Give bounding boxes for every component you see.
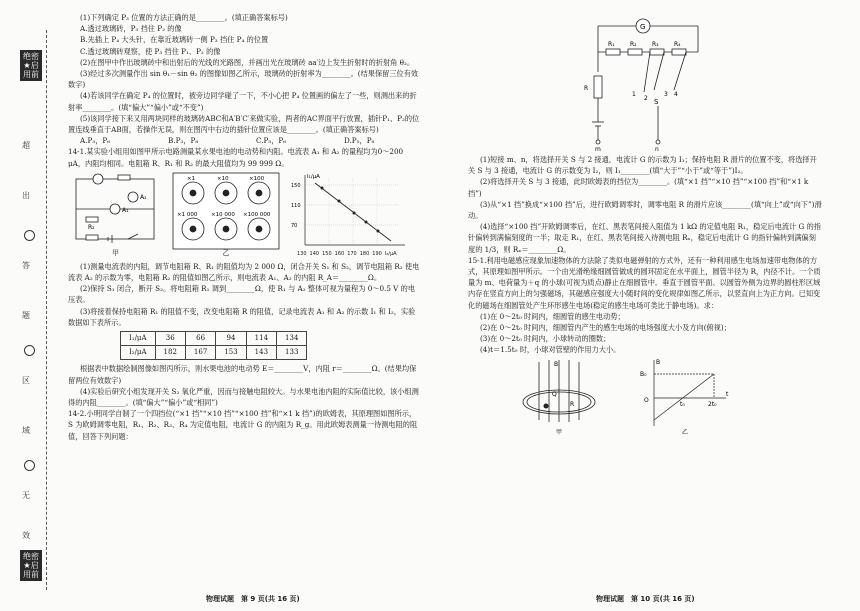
left-column	[68, 12, 420, 442]
ohmmeter-circuit	[468, 12, 823, 152]
table-cell: 66	[185, 332, 215, 346]
graph-xtick: 190	[372, 250, 382, 257]
table-row	[121, 332, 307, 346]
label-b: B	[554, 360, 559, 368]
graph-figure	[289, 171, 409, 259]
label-pos-4: 4	[674, 91, 678, 98]
part-1: (1)测量电流表的内阻，调节电阻箱 R、R₁ 的阻值均为 2 000 Ω，闭合开关 S₁ 和 S₂，调节电阻箱 R₂ 使电流表 A₂ 的示数为零，电阻箱 R₂ 的阻值如图乙所示，则电流表 A₁、A₂ 的内阻 R_A＝________Ω。	[68, 261, 420, 283]
binding-label-2: 出	[22, 191, 30, 200]
label-r1: R₁	[608, 41, 615, 48]
graph-ylabel: I₁/μA	[307, 173, 320, 180]
binding-label-8: 效	[22, 531, 30, 540]
dial-label-x100000: ×100 000	[243, 211, 271, 218]
dial-label-x10000: ×10 000	[211, 211, 235, 218]
induction-figures	[504, 356, 823, 436]
graph-xtick: 150	[322, 250, 332, 257]
binding-hole	[24, 460, 35, 471]
ohmmeter-diagram	[468, 12, 823, 152]
graph-label-b0: B₀	[640, 370, 647, 378]
question-4: (4)若该同学在确定 P₄ 的位置时，被旁边同学碰了一下，不小心把 P₄ 位置画的偏左了一些，则测出来的折射率________。(填“偏大”“偏小”或“不变”)	[68, 91, 417, 112]
b-t-graph	[634, 356, 734, 436]
label-pos-3: 3	[664, 91, 668, 98]
secret-stamp-top: 绝密★启用前	[20, 50, 42, 81]
graph-label-t: t	[726, 390, 729, 398]
q15-sub-3: (3)在 0～2t₀ 时间内，小球转动的圈数；	[480, 334, 611, 344]
question-2: (2)在图甲中作出玻璃砖中和出射后的光线的光路图，并画出光在玻璃砖 aa′边上发生折射时的折射角 θ₂。	[80, 57, 415, 67]
dial-label-x1000: ×1 000	[177, 211, 198, 218]
binding-hole	[24, 345, 35, 356]
ring-figure	[504, 356, 614, 436]
table-head: I₁/μA	[121, 332, 156, 346]
q15-sub-4: (4)t＝1.5t₀ 时，小球对管壁的作用力大小。	[480, 345, 621, 355]
table-cell: 167	[185, 346, 215, 360]
graph-xtick: 130	[297, 250, 307, 257]
graph-xtick: 140	[309, 250, 320, 257]
svg-text:A₁: A₁	[122, 206, 129, 214]
dial-label-x10: ×10	[217, 175, 229, 182]
question-1: (1)下列确定 P₃ 位置的方法正确的是________。(填正确答案标号)	[80, 13, 288, 22]
part-3: (3)将接着保持电阻箱 R₁ 的阻值不变，改变电阻箱 R 的阻值，记录电流表 A₁ 和 A₂ 的示数 I₁ 和 I₂，实验数据如下表所示。	[68, 306, 416, 327]
question-14-1: 14-1.某实验小组用如图甲所示电路测量某水果电池的电动势和内阻。电流表 A₁ 和 A₂ 的量程均为0～200 μA，内阻均相同。电阻箱 R、R₁ 和 R₂ 的最大阻值均为 99 999 Ω。	[68, 147, 404, 168]
binding-label-3: 答	[22, 261, 30, 270]
q15-sub-1: (1)在 0～2t₀ 时间内，细圆管的感生电动势；	[480, 311, 625, 321]
binding-margin	[18, 30, 47, 590]
label-pos-1: 1	[632, 91, 636, 98]
question-3: (3)经过多次测量作出 sin θ₁－sin θ₂ 的图像如图乙所示，玻璃砖的折射率为________。(结果保留三位有效数字)	[68, 69, 419, 90]
q15-sub-2: (2)在 0～2t₀ 时间内，细圆管内产生的感生电场的电场强度大小及方向(俯视)；	[480, 323, 731, 333]
graph-ytick: 150	[291, 182, 301, 189]
binding-label-7: 无	[22, 491, 30, 500]
graph-label-2t0: 2t₀	[708, 400, 717, 408]
table-cell: 143	[246, 346, 276, 360]
resistance-box-figure	[171, 171, 281, 259]
figure-row	[68, 171, 420, 259]
question-5: (5)该同学接下来又用两块同样的玻璃砖ABC和A′B′C′来做实验，两者的AC界面平行放置，插针P₁、P₂的位置连线垂直于AB面，若操作无误，则在图丙中右边的插针位置应该是________。(填正确答案标号)	[68, 113, 420, 135]
table-cell: 94	[216, 332, 246, 346]
dial-label-x1: ×1	[187, 175, 196, 182]
part-3-result: 根据表中数据绘制图像如图丙所示，则水果电池的电动势 E＝________V，内阻 r＝________Ω。(结果均保留两位有效数字)	[68, 364, 417, 385]
figure-label-yi: 乙	[222, 248, 230, 257]
graph-ytick: 110	[291, 202, 301, 209]
graph-label-origin: O	[644, 396, 649, 404]
binding-hole	[24, 230, 35, 241]
binding-label-5: 区	[22, 376, 30, 385]
right-part-3: (3)从“×1 挡”换成“×100 挡”后，进行欧姆调零时，调零电阻 R 的滑片应该________(填“向上”或“向下”)滑动。	[468, 199, 822, 221]
i1-i2-graph	[289, 171, 409, 251]
dial-label-x100: ×100	[249, 175, 265, 182]
question-15-1: 15-1.利用电磁感应现象加速物体的方法除了类似电磁弹射的方式外，还有一种利用感生电场加速带电物体的方式，其原理如图甲所示。一个由光滑绝缘细圆管做成的圆环固定在水平面上，圆管半径为 R，内径不计。一个质量为 m、电荷量为＋q 的小球(可视为质点)静止在细圆管中。垂直于圆管平面、以圆管外侧为边界的圆柱形区域内存在竖直方向上的匀强磁场，其磁感应强度大小随时间的变化规律如图乙所示，以竖直向上为正方向。已知变化的磁场在细圆管处产生环形感生电场(稳定的感生电场可类比于静电场)。求：	[468, 255, 821, 310]
part-4: (4)实验后研究小组发现开关 S₂ 氧化严重，因而与接触电阻较大。与水果电池内阻的实际值比较，该小组测得的内阻________。(填“偏大”“偏小”或“相同”)	[68, 386, 419, 408]
figure-label-jia-right: 甲	[556, 428, 563, 436]
label-q: Q	[552, 390, 557, 398]
right-part-1: (1)短接 m、n，将选择开关 S 与 2 接通，电流计 G 的示数为 I₁；保持电阻 R 滑片的位置不变，将选择开关 S 与 3 接通，电流计 G 的示数变为 I₂，则 I₁________(填“大于”“小于”或“等于”)I₂。	[468, 155, 817, 176]
graph-xtick: 170	[347, 250, 357, 257]
q5-option-c: C.P₅，P₆	[256, 136, 287, 146]
part-2: (2)保持 S₁ 闭合，断开 S₂。将电阻箱 R₁ 调到________Ω，使 R₁ 与 A₂ 整体可视为量程为 0～0.5 V 的电压表。	[68, 284, 416, 305]
graph-xlabel: I₂/μA	[384, 250, 397, 257]
table-head: I₂/μA	[121, 346, 156, 360]
secret-stamp-bottom: 绝密★启用前	[20, 550, 42, 581]
resistance-box-dials	[171, 171, 281, 251]
table-cell: 134	[277, 332, 307, 346]
label-g: G	[640, 23, 646, 31]
graph-xtick: 180	[359, 250, 370, 257]
label-n: n	[655, 146, 659, 152]
option-a: A.透过玻璃砖，P₃ 挡住 P₂ 的像	[80, 24, 182, 34]
right-column	[468, 12, 823, 436]
label-r4: R₄	[674, 41, 681, 48]
page-number-right: 物理试题 第 10 页(共 16 页)	[596, 595, 695, 603]
option-b: B.先插上 P₄ 大头针，在靠近玻璃砖一侧 P₃ 挡住 P₄ 的位置	[80, 35, 269, 45]
right-part-2: (2)将选择开关 S 与 3 接通，此时欧姆表的挡位为________。(填“×1 挡”“×10 挡”“×100 挡”和“×1 k 挡”)	[468, 177, 809, 198]
option-c: C.透过玻璃砖观察，使 P₃ 挡住 P₁、P₂ 的像	[80, 46, 221, 56]
binding-label-1: 超	[22, 141, 30, 150]
svg-text:R₂: R₂	[88, 223, 95, 231]
label-m: m	[595, 146, 601, 152]
right-part-4: (4)选择“×100 挡”开欧姆调零后，在红、黑表笔间接入阻值为 1 kΩ 的定值电阻 R₁，稳定后电流计 G 的指针偏转到满偏刻度的一半；取走 R₁，在红、黑表笔间接入待测电阻 Rₓ，稳定后电流计 G 的指针偏转到满偏刻度的 1/3，则 Rₓ＝________Ω。	[468, 222, 821, 254]
graph-label-b: B	[656, 358, 661, 366]
label-pos-2: 2	[644, 95, 648, 102]
binding-label-4: 题	[22, 311, 30, 320]
label-radius: R	[570, 400, 575, 408]
table-cell: 133	[277, 346, 307, 360]
circuit-figure	[68, 171, 163, 259]
graph-label-t0: t₀	[680, 400, 685, 408]
q5-option-a: A.P₃，P₆	[80, 136, 111, 146]
table-cell: 153	[216, 346, 246, 360]
table-cell: 36	[155, 332, 185, 346]
binding-label-6: 域	[22, 426, 30, 435]
data-table	[120, 331, 307, 360]
q5-option-d: D.P₅，P₈	[344, 136, 375, 146]
table-row	[121, 346, 307, 360]
label-r2: R₂	[630, 41, 637, 48]
label-s: S	[654, 98, 659, 106]
label-r3: R₃	[652, 41, 659, 48]
table-cell: 114	[246, 332, 276, 346]
graph-xtick: 160	[334, 250, 345, 257]
svg-text:A₂: A₂	[140, 193, 147, 201]
graph-xticks	[297, 249, 397, 260]
q5-option-b: B.P₃，P₈	[168, 136, 199, 146]
q5-options	[68, 135, 420, 146]
figure-label-yi-right: 乙	[682, 428, 689, 436]
circuit-diagram	[68, 171, 163, 259]
question-14-2: 14-2.小明同学自制了一个四挡位(“×1 挡”“×10 挡”“×100 挡”和“×1 k 挡”)的欧姆表，其原理图如图所示，S 为欧姆调零电阻，R₁、R₂、R₃、R₄ 为定值电阻，电流计 G 的内阻为 R_g。用此欧姆表测量一待测电阻的阻值，回答下列问题：	[68, 409, 418, 441]
graph-ytick: 70	[291, 222, 298, 229]
figure-label-jia: 甲	[112, 248, 119, 257]
page-number-left: 物理试题 第 9 页(共 16 页)	[206, 595, 300, 603]
label-r: R	[584, 85, 589, 92]
table-cell: 182	[155, 346, 185, 360]
